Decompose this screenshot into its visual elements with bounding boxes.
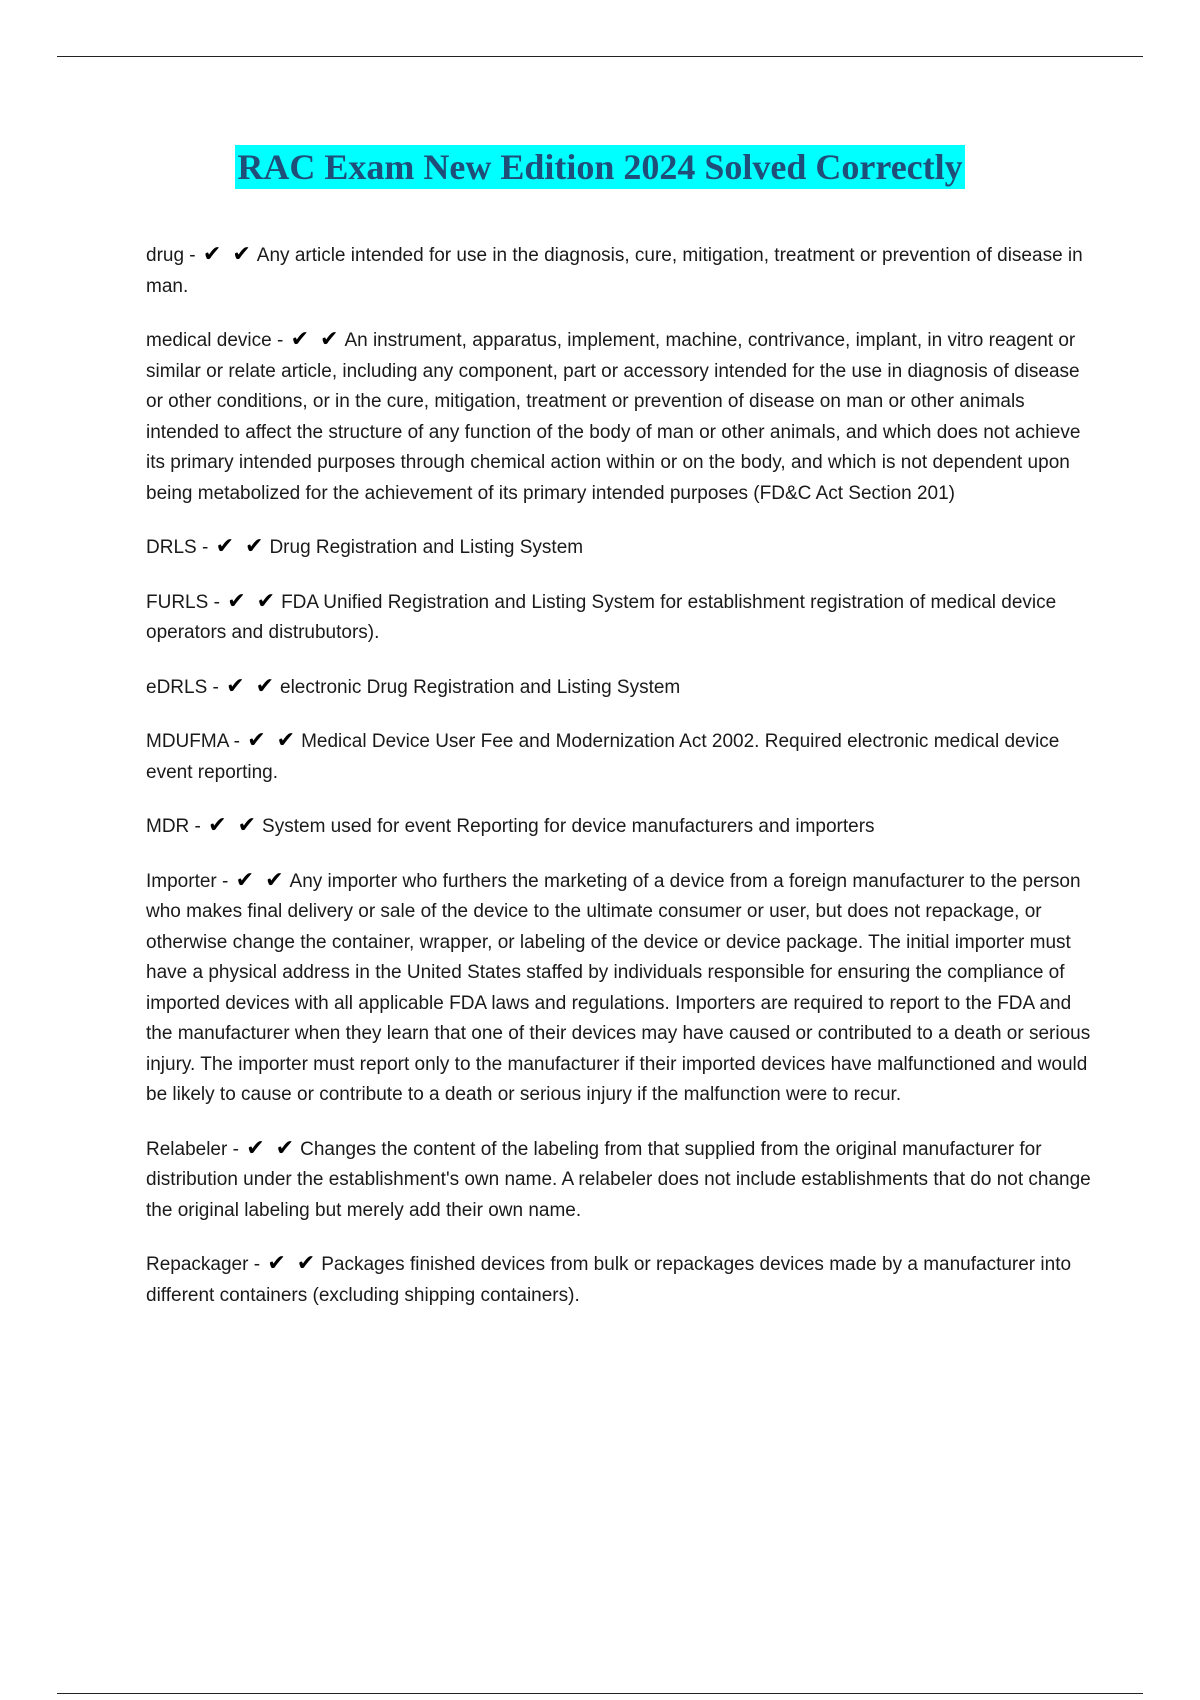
entry-term: Repackager xyxy=(146,1254,249,1275)
page-title: RAC Exam New Edition 2024 Solved Correctly xyxy=(237,147,963,187)
double-check-icon: ✔ ✔ xyxy=(227,588,278,614)
double-check-icon: ✔ ✔ xyxy=(267,1251,318,1276)
double-check-icon: ✔ ✔ xyxy=(246,1135,297,1161)
separator: - xyxy=(271,330,289,351)
entry-definition: An instrument, apparatus, implement, machine, contrivance, implant, in vitro reagent or similar or relate article, including any component, part or accessory intended for the use in diagnosis of disease or other conditions, or in the cure, mitigation, treatment or prevention of disease on man or other animals intended to affect the structure of any function of the body of man or other animals, and which does not achieve its primary intended purposes through chemical action within or on the body, and which is not dependent upon being metabolized for the achievement of its primary intended purposes (FD&C Act Section 201) xyxy=(146,330,1081,504)
separator: - xyxy=(228,731,246,752)
double-check-icon: ✔ ✔ xyxy=(215,534,266,559)
double-check-icon: ✔ ✔ xyxy=(247,728,298,753)
double-check-icon: ✔ ✔ xyxy=(208,813,259,838)
entry-repackager xyxy=(146,1249,1096,1311)
separator: - xyxy=(208,591,226,613)
separator: - xyxy=(227,1138,245,1160)
entry-mdufma xyxy=(146,726,1096,788)
entry-term: MDUFMA xyxy=(146,731,229,752)
entry-term: medical device xyxy=(146,330,272,351)
entry-relabeler xyxy=(146,1134,1096,1227)
entry-term: FURLS xyxy=(146,591,209,613)
double-check-icon: ✔ ✔ xyxy=(235,867,286,893)
separator: - xyxy=(189,816,207,837)
entry-mdr xyxy=(146,811,1096,843)
entry-term: Importer xyxy=(146,870,217,892)
entry-definition: Medical Device User Fee and Modernization Act 2002. Required electronic medical device event reporting. xyxy=(146,731,1060,783)
entry-term: eDRLS xyxy=(146,676,208,698)
entry-drls xyxy=(146,532,1096,564)
separator: - xyxy=(207,676,225,698)
separator: - xyxy=(248,1254,266,1275)
definitions-list xyxy=(146,240,1096,1334)
entry-definition: Any article intended for use in the diagnosis, cure, mitigation, treatment or prevention of disease in man. xyxy=(146,245,1083,297)
entry-medical-device xyxy=(146,325,1096,509)
entry-furls xyxy=(146,587,1096,649)
title-container xyxy=(0,145,1200,189)
entry-definition: Changes the content of the labeling from that supplied from the original manufacturer for distribution under the establishment's own name. A relabeler does not include establishments that do not change the original labeling but merely add their own name. xyxy=(146,1138,1091,1221)
entry-term: drug xyxy=(146,245,185,266)
entry-term: MDR xyxy=(146,816,190,837)
separator: - xyxy=(196,537,214,558)
entry-definition: Drug Registration and Listing System xyxy=(269,537,584,558)
separator: - xyxy=(216,870,234,892)
bottom-rule xyxy=(57,1693,1143,1694)
entry-term: Relabeler xyxy=(146,1138,228,1160)
entry-definition: Any importer who furthers the marketing of a device from a foreign manufacturer to the person who makes final delivery or sale of the device to the ultimate consumer or user, but does not repackage, or otherwise change the container, wrapper, or labeling of the device or device package. The initial importer must have a physical address in the United States staffed by individuals responsible for ensuring the compliance of imported devices with all applicable FDA laws and regulations. Importers are required to report to the FDA and the manufacturer when they learn that one of their devices may have caused or contributed to a death or serious injury. The importer must report only to the manufacturer if their imported devices have malfunctioned and would be likely to cause or contribute to a death or serious injury if the malfunction were to recur. xyxy=(146,870,1091,1105)
entry-definition: System used for event Reporting for device manufacturers and importers xyxy=(262,816,875,837)
entry-definition: Packages finished devices from bulk or repackages devices made by a manufacturer into different containers (excluding shipping containers). xyxy=(146,1254,1072,1306)
entry-importer xyxy=(146,866,1096,1111)
entry-definition: electronic Drug Registration and Listing System xyxy=(280,676,681,698)
double-check-icon: ✔ ✔ xyxy=(202,242,253,267)
double-check-icon: ✔ ✔ xyxy=(290,327,341,352)
separator: - xyxy=(184,245,201,266)
entry-term: DRLS xyxy=(146,537,197,558)
entry-edrls xyxy=(146,672,1096,704)
entry-definition: FDA Unified Registration and Listing System for establishment registration of medical device operators and distrubutors). xyxy=(146,591,1057,643)
entry-drug xyxy=(146,240,1096,302)
double-check-icon: ✔ ✔ xyxy=(226,673,277,699)
top-rule xyxy=(57,56,1143,57)
